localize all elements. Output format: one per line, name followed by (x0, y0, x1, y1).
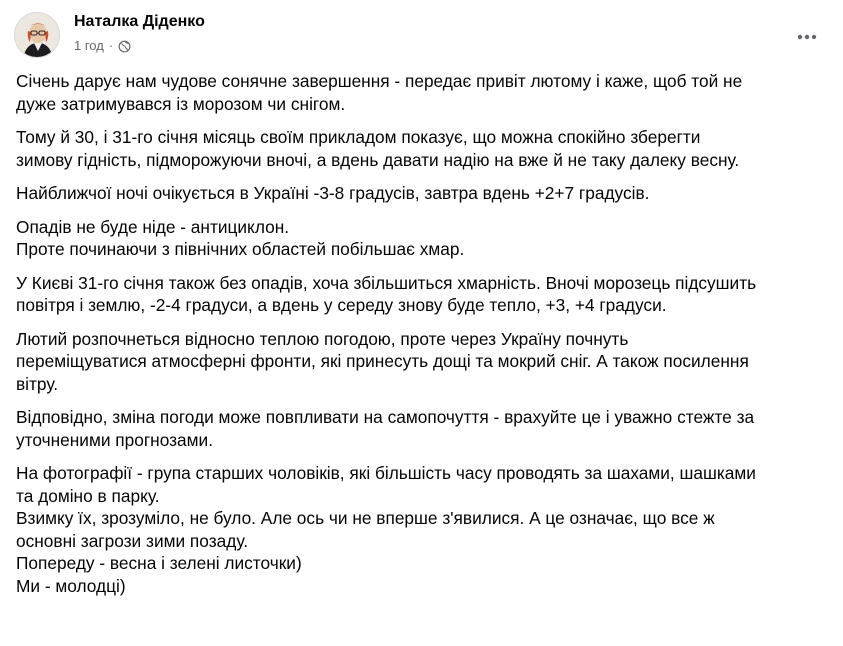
more-options-button[interactable] (789, 18, 825, 54)
text-line: та доміно в парку. (16, 485, 160, 506)
post-paragraph (16, 126, 826, 171)
text-line: Січень дарує нам чудове сонячне завершення - передає привіт лютому і каже, щоб той не (16, 71, 743, 91)
text-line: вітру. (16, 373, 59, 394)
text-line: Лютий розпочнеться відносно теплою погодою, проте через Україну почнуть (16, 328, 629, 349)
post-paragraph (16, 70, 826, 115)
text-line: Ми - молодці) (16, 575, 126, 596)
post-text (16, 70, 826, 608)
text-line: На фотографії - група старших чоловіків, які більшість часу проводять за шахами, шашками (16, 463, 756, 483)
text-line: Опадів не буде ніде - антициклон. (16, 216, 290, 237)
post-paragraph (16, 272, 826, 317)
text-line: основні загрози зими позаду. (16, 530, 249, 551)
text-line: Тому й 30, і 31-го січня місяць своїм прикладом показує, що можна спокійно зберегти (16, 127, 701, 147)
text-line: У Києві 31-го січня також без опадів, хоча збільшиться хмарність. Вночі морозець підсушить (16, 272, 757, 293)
post-paragraph (16, 328, 826, 396)
globe-icon[interactable] (118, 40, 131, 53)
post-time[interactable]: 1 год (74, 38, 104, 53)
post-header (14, 8, 829, 64)
avatar-image (15, 13, 60, 58)
text-line: переміщуватися атмосферні фронти, які принесуть дощі та мокрий сніг. А також посилення (16, 351, 749, 371)
text-line: уточненими прогнозами. (16, 429, 213, 450)
post-paragraph (16, 182, 826, 205)
author-name[interactable]: Наталка Діденко (74, 13, 205, 30)
more-horizontal-icon (797, 27, 817, 45)
text-line: Взимку їх, зрозуміло, не було. Але ось чи не вперше з'явилися. А це означає, що все ж (16, 508, 715, 528)
post-paragraph (16, 216, 826, 261)
text-line: Відповідно, зміна погоди може повпливати на самопочуття - врахуйте це і уважно стежте за (16, 407, 755, 427)
post-paragraph (16, 462, 826, 597)
post-meta (74, 38, 131, 54)
author-avatar[interactable] (14, 12, 60, 58)
text-line: Найближчої ночі очікується в Україні -3-8 градусів, завтра вдень +2+7 градусів. (16, 183, 650, 203)
text-line: Проте починаючи з північних областей побільшає хмар. (16, 239, 465, 259)
post-paragraph (16, 406, 826, 451)
text-line: Попереду - весна і зелені листочки) (16, 553, 302, 573)
meta-separator: · (108, 38, 114, 53)
text-line: зимову гідність, підморожуючи вночі, а вдень давати надію на вже й не таку далеку весну. (16, 149, 740, 170)
text-line: дуже затримувався із морозом чи снігом. (16, 93, 346, 114)
text-line: повітря і землю, -2-4 градуси, а вдень у середу знову буде тепло, +3, +4 градуси. (16, 295, 667, 315)
